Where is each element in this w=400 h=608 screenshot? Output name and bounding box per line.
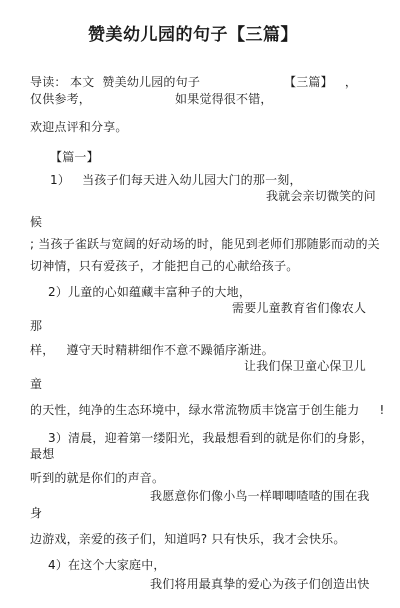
para2-line7: 的天性，纯净的生态环境中，绿水常流物质丰饶富于创生能力 ! [30, 403, 385, 417]
para2-line5: 让我们保卫童心保卫儿 [244, 359, 367, 373]
para2-line3: 那 [30, 319, 43, 333]
intro-text-2b: 如果觉得很不错， [175, 92, 273, 106]
para4-line1: 4）在这个大家庭中， [48, 558, 166, 572]
intro-text-1b: 【三篇】 ， [284, 75, 358, 89]
para1-line5: 切神情，只有爱孩子，才能把自己的心献给孩子。 [30, 259, 299, 273]
para1-line4: ; 当孩子雀跃与宽阔的好动场的时，能见到老师们那随影而动的关 [30, 237, 380, 251]
para2-line1: 2）儿童的心如蕴藏丰富种子的大地， [48, 285, 252, 299]
para3-line6: 边游戏，亲爱的孩子们，知道吗? 只有快乐，我才会快乐。 [30, 532, 346, 546]
section-heading: 【篇一】 [50, 150, 99, 164]
para3-line3: 听到的就是你们的声音。 [30, 471, 165, 485]
intro-text-3: 欢迎点评和分享。 [30, 120, 128, 134]
para3-line4: 我愿意你们像小鸟一样唧唧喳喳的围在我 [150, 489, 370, 503]
para2-line4: 样， 遵守天时精耕细作不意不躁循序渐进。 [30, 343, 274, 357]
para3-line1: 3）清晨，迎着第一缕阳光，我最想看到的就是你们的身影， [48, 431, 374, 445]
intro-label: 导读： [30, 75, 67, 89]
para1-line1: 1） 当孩子们每天进入幼儿园大门的那一刻， [50, 173, 302, 187]
para2-line6: 童 [30, 377, 43, 391]
para1-line3: 候 [30, 215, 43, 229]
para3-line5: 身 [30, 506, 43, 520]
page-title: 赞美幼儿园的句子【三篇】 [88, 25, 298, 45]
intro-text-2a: 仅供参考， [30, 92, 92, 106]
para2-line2: 需要儿童教育省们像农人 [232, 301, 367, 315]
para4-line2: 我们将用最真挚的爱心为孩子们创造出快 [150, 577, 370, 591]
para1-line2: 我就会亲切微笑的问 [266, 189, 376, 203]
intro-text-1a: 本文 赞美幼儿园的句子 [70, 75, 201, 89]
para3-line2: 最想 [30, 447, 55, 461]
